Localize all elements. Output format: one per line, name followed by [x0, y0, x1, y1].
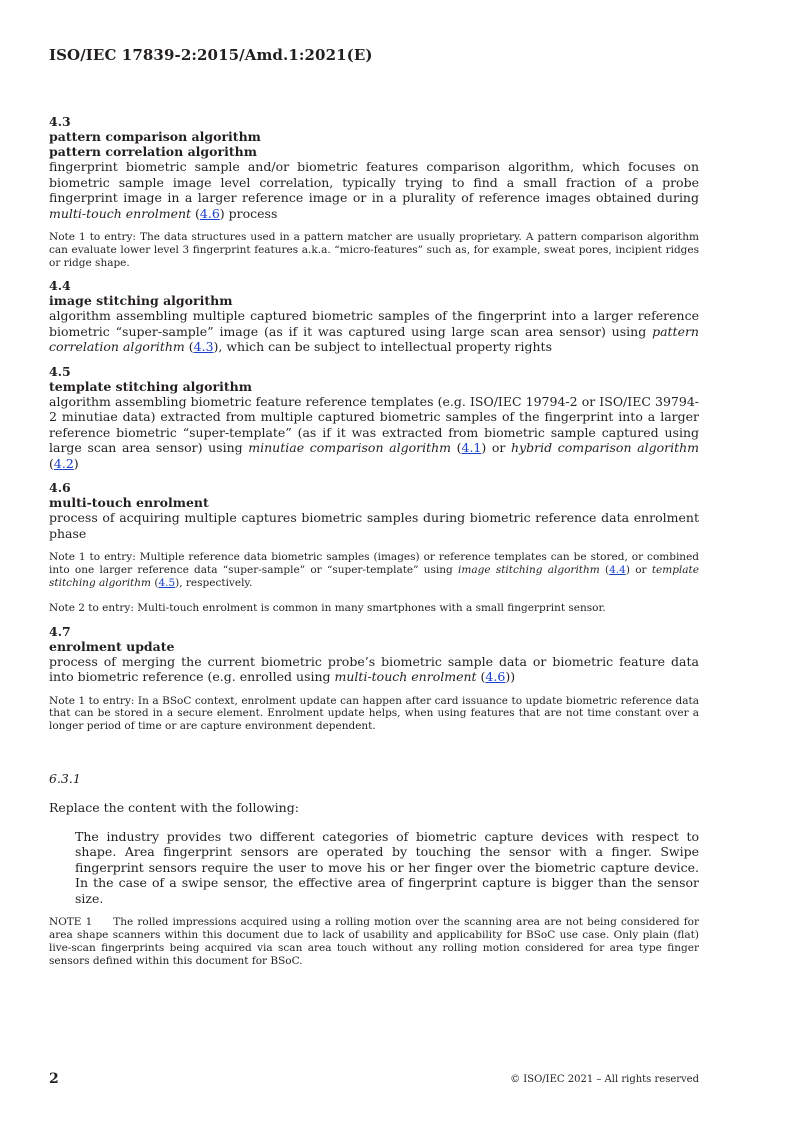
- cross-reference-link[interactable]: 4.5: [158, 576, 176, 589]
- italic-term-reference: hybrid comparison algorithm: [511, 440, 699, 456]
- term-number: 4.5: [49, 363, 71, 379]
- term-number: 4.6: [49, 480, 71, 496]
- text-run: Note 2 to entry: Multi-touch enrolment is common in many smartphones with a small fingerprint sensor.: [49, 601, 606, 614]
- cross-reference-link[interactable]: 4.6: [199, 205, 220, 221]
- italic-term-reference: multi-touch enrolment: [49, 205, 192, 221]
- text-run: ) or: [481, 440, 511, 456]
- note-to-entry: [49, 551, 699, 589]
- text-run: (: [191, 205, 200, 221]
- page-number: 2: [49, 1071, 59, 1087]
- text-run: process of acquiring multiple captures biometric samples during biometric reference data enrolment phase: [49, 510, 699, 541]
- term-entries: [49, 114, 699, 733]
- text-run: (: [49, 455, 54, 471]
- italic-term-reference: template stitching algorithm: [49, 564, 699, 589]
- terms-and-definitions: [49, 114, 699, 968]
- section-note: NOTE 1 The rolled impressions acquired using a rolling motion over the scanning area are not being considered for area shape scanners within this document due to lack of usability and applicability for BSoC use case. Only plain (flat) live-scan fingerprints being acquired via scan area touch without any rolling motion considered for area type finger sensors defined within this document for BSoC.: [49, 916, 699, 967]
- text-run: algorithm assembling biometric feature reference templates (e.g. ISO/IEC 19794-2 or ISO/IEC 39794-2 minutiae data) extracted from multiple captured biometric samples of the fingerprint into a larger reference biometric “super-template” (as if it was extracted from biometric sample captured using large scan area sensor) using: [49, 393, 699, 456]
- text-run: process of merging the current biometric probe’s biometric sample data or biometric feature data into biometric reference (e.g. enrolled using: [49, 653, 699, 685]
- text-run: Note 1 to entry: In a BSoC context, enrolment update can happen after card issuance to update biometric reference data that can be stored in a secure element. Enrolment update helps, when using features that are not time constant over a longer period of time or are capture environment dependent.: [49, 694, 699, 733]
- term-entry: [49, 480, 699, 614]
- term-number: 4.3: [49, 114, 71, 129]
- text-run: (: [451, 440, 462, 456]
- text-run: fingerprint biometric sample and/or biometric features comparison algorithm, which focuses on biometric sample image level correlation, typically trying to find a small fraction of a probe fingerprint image in a larger reference image or in a plurality of reference images obtained during: [49, 159, 699, 205]
- term-definition: [49, 394, 699, 472]
- note-to-entry: [49, 602, 699, 615]
- text-run: ) or: [625, 564, 652, 577]
- term-entry: [49, 114, 699, 269]
- text-run: ), which can be subject to intellectual property rights: [213, 339, 552, 355]
- italic-term-reference: minutiae comparison algorithm: [248, 440, 451, 456]
- replacement-text: The industry provides two different categories of biometric capture devices with respect to shape. Area fingerprint sensors are operated by touching the sensor with a finger. Swipe fingerprint sensors require the user to move his or her finger over the biometric capture device. In the case of a swipe sensor, the effective area of fingerprint capture is bigger than the sensor size.: [75, 828, 699, 906]
- copyright-notice: © ISO/IEC 2021 – All rights reserved: [510, 1074, 699, 1085]
- cross-reference-link[interactable]: 4.6: [485, 669, 506, 685]
- term-name: pattern comparison algorithm: [49, 129, 261, 144]
- term-name: enrolment update: [49, 638, 175, 654]
- term-name: image stitching algorithm: [49, 293, 233, 309]
- text-run: (: [599, 564, 610, 577]
- note-to-entry: [49, 231, 699, 269]
- text-run: Note 1 to entry: The data structures used in a pattern matcher are usually proprietary. A pattern comparison algorithm can evaluate lower level 3 fingerprint features a.k.a. “micro-features” such as, for example, sweat pores, incipient ridges or ridge shape.: [49, 231, 699, 269]
- italic-term-reference: pattern correlation algorithm: [49, 323, 699, 355]
- term-name: multi-touch enrolment: [49, 495, 209, 511]
- text-run: (: [151, 576, 159, 589]
- term-definition: [49, 159, 699, 221]
- cross-reference-link[interactable]: 4.1: [461, 440, 482, 456]
- term-number: 4.7: [49, 623, 71, 639]
- text-run: (: [476, 669, 486, 685]
- italic-term-reference: image stitching algorithm: [458, 564, 600, 577]
- text-run: algorithm assembling multiple captured biometric samples of the fingerprint into a larger reference biometric “super-sample” image (as if it was captured using large scan area sensor) using: [49, 308, 699, 339]
- text-run: ): [73, 455, 79, 471]
- term-definition: [49, 308, 699, 355]
- term-name: template stitching algorithm: [49, 378, 252, 394]
- term-number: 4.4: [49, 278, 71, 294]
- cross-reference-link[interactable]: 4.3: [193, 339, 214, 355]
- clause-number: 6.3.1: [49, 770, 81, 786]
- term-entry: [49, 364, 699, 472]
- term-name: pattern correlation algorithm: [49, 144, 257, 159]
- text-run: ) process: [219, 205, 278, 221]
- italic-term-reference: multi-touch enrolment: [334, 669, 477, 685]
- note-to-entry: [49, 695, 699, 733]
- text-run: ), respectively.: [175, 576, 253, 589]
- text-run: Note 1 to entry: Multiple reference data biometric samples (images) or reference templates can be stored, or combined into one larger reference data “super-sample” or “super-template” using: [49, 551, 699, 577]
- text-run: (: [184, 339, 194, 355]
- document-identifier: ISO/IEC 17839-2:2015/Amd.1:2021(E): [49, 46, 373, 64]
- cross-reference-link[interactable]: 4.2: [53, 455, 74, 471]
- cross-reference-link[interactable]: 4.4: [609, 564, 626, 577]
- text-run: )): [505, 669, 516, 685]
- term-entry: [49, 278, 699, 355]
- term-definition: [49, 654, 699, 685]
- term-entry: [49, 624, 699, 733]
- amendment-instruction: Replace the content with the following:: [49, 799, 299, 815]
- term-definition: [49, 510, 699, 541]
